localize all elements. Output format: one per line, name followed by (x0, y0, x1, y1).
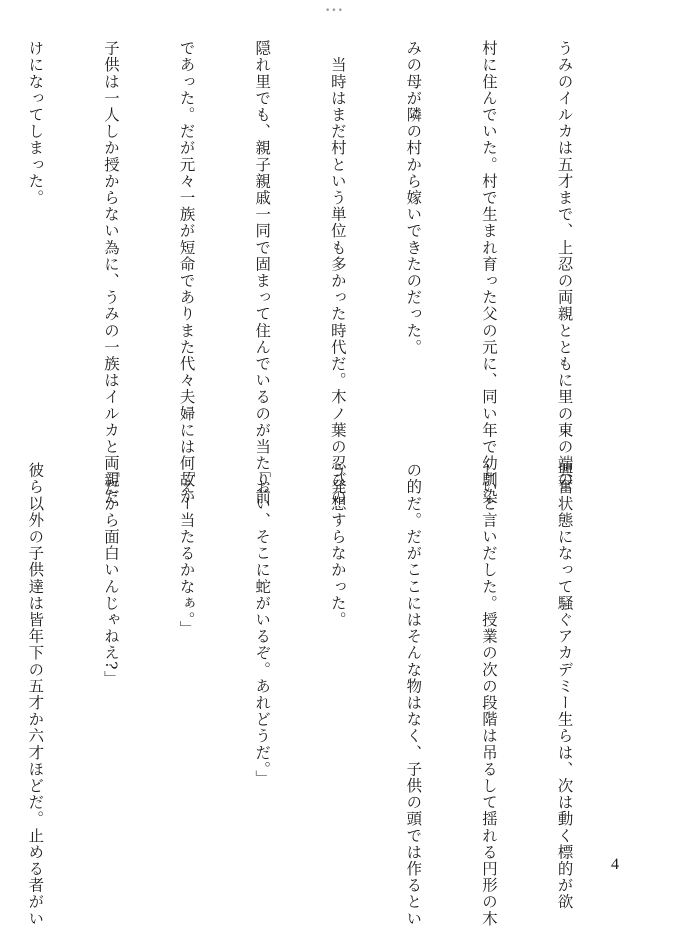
text-column: 子供は一人しか授からない為に、うみの一族はイルカと両親だ (101, 40, 120, 505)
text-column: うみのイルカは五才まで、上忍の両親とともに里の東の端の (555, 40, 574, 489)
text-column: けになってしまった。 (26, 40, 45, 206)
text-column: の的だ。だがここにはそんな物はなく、子供の頭では作るとい (404, 462, 423, 927)
text-column: 「だから面白いんじゃねえ?」 (101, 462, 120, 688)
text-column: 当時はまだ村という単位も多かった時代だ。木ノ葉の忍びの (328, 40, 347, 505)
text-column: しいと言いだした。授業の次の段階は吊るして揺れる円形の木 (479, 462, 498, 927)
text-column: であった。だが元々一族が短命でありまた代々夫婦には何故か (177, 40, 196, 505)
text-column: みの母が隣の村から嫁いできたのだった。 (404, 40, 423, 356)
text-column: 彼ら以外の子供達は皆年下の五才か六才ほどだ。止める者がい (26, 462, 45, 927)
page-number: 4 (611, 856, 619, 873)
ellipsis-icon: ••• (325, 6, 344, 16)
text-column: 隠れ里でも、親子親戚一同で固まって住んでいるのが当たり前 (253, 40, 272, 505)
text-column: 村に住んでいた。村で生まれ育った父の元に、同い年で幼馴染 (479, 40, 498, 505)
text-column: 興奮状態になって騒ぐアカデミー生らは、次は動く標的が欲 (555, 462, 574, 911)
text-column: 「おい、そこに蛇がいるぞ。あれどうだ。」 (253, 462, 272, 787)
lower-text-block (0, 462, 627, 927)
upper-text-block (0, 40, 627, 505)
text-column: 「えー当たるかなぁ。」 (177, 462, 196, 637)
text-column: う発想すらなかった。 (328, 462, 347, 628)
